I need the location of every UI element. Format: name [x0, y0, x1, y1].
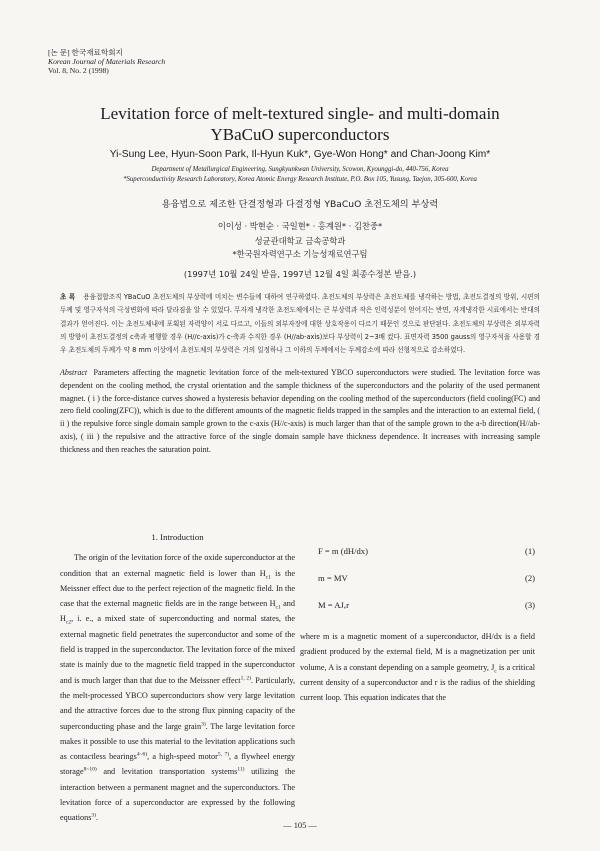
- intro-text: , a high-speed motor: [147, 752, 218, 762]
- page-number: — 105 —: [283, 821, 317, 830]
- affiliation-1: Department of Metallurgical Engineering, Sungkyunkwan University, Scowon, Kyounggi-do, 440-756, Korea: [151, 166, 449, 173]
- equation-number: (1): [524, 546, 535, 556]
- journal-korean-name: [논 문] 한국재료학회지: [48, 48, 123, 57]
- equation-block: [300, 538, 535, 619]
- subscript-c1: c1: [275, 604, 281, 611]
- citation: 1, 2): [240, 674, 251, 681]
- section-heading-introduction: 1. Introduction: [151, 532, 204, 542]
- intro-text: . Particularly, the melt-processed YBCO superconductors show very large levitation and the attractive forces due to the strong flux pinning capacity of the superconducting phase and the large grain: [60, 675, 295, 731]
- equation-number: (2): [524, 573, 535, 583]
- citation: 11): [237, 766, 245, 773]
- journal-header: [48, 48, 165, 75]
- subscript-c2: c2: [65, 620, 72, 627]
- korean-authors: 이이성 · 박현순 · 국일현* · 홍계원* · 김찬중*: [217, 221, 383, 231]
- intro-text: The origin of the levitation force of the oxide superconductor at the condition that an external magnetic field is lower than H: [60, 553, 295, 578]
- intro-text: . The large levitation force makes it possible to use this material to the levitation applications such as contactless bearings: [60, 721, 295, 762]
- equation-expression: m = MV: [318, 573, 348, 583]
- citation: 3): [91, 812, 96, 819]
- intro-text: and H: [60, 599, 295, 624]
- affiliation-2: *Superconductivity Research Laboratory, Korea Atomic Energy Research Institute, P.O. Box 105, Yusung, Taejon, 305-600, Korea: [123, 176, 477, 183]
- korean-affiliation-2: *한국원자력연구소 기능성재료연구팀: [232, 249, 368, 259]
- korean-title: 용융법으로 제조한 단결정형과 다결정형 YBaCuO 초전도체의 부상력: [161, 199, 439, 210]
- intro-text: is the Meissner effect due to the perfect rejection of the magnetic field. In the case that the external magnetic fields are in the range between H: [60, 568, 296, 609]
- citation: 5, 7): [217, 751, 230, 758]
- citation: 8~10): [83, 766, 97, 773]
- intro-text: utilizing the interaction between a permanent magnet and the superconductors. The levitation force of a superconductor are expressed by the following equations: [60, 767, 295, 823]
- korean-affiliation-1: 성균관대학교 금속공학과: [254, 236, 346, 246]
- korean-abstract-text: 용융접합조직 YBaCuO 초전도체의 부상력에 미치는 변수들에 대하여 연구하였다. 초전도체의 부상력은 초전도체를 냉각하는 방법, 초전도결정의 방위, 시편의 두께 및 영구자석의 극성변화에 따라 달라짐을 알 수 있었다. 무자계 냉각한 초전도체에서는 큰 부상력과 작은 인력성분이 얻어지는 반면, 자계냉각한 시료에서는 반대의 결과가 얻어진다. 이는 초전도체내에 포획된 자력양이 서로 다르고, 이들의 외부자장에 대한 상호작용이 다르기 때문인 것으로 판단된다. 초전도체의 부상력은 외부자력의 방향이 초전도결정의 c축과 평행할 경우 (H//c-axis)가 c-축과 수직한 경우 (H//ab-axis)보다 부상력이 2~3배 컸다. 표면자력 3500 gauss의 영구자석을 사용할 경우 초전도체의 두께가 약 8 mm 이상에서 초전도체의 부상력은 거의 일정하나 그 이하의 두께에서는 두께감소에 따라 선형적으로 감소하였다.: [60, 293, 540, 355]
- equation-expression: M = AJₑr: [318, 600, 349, 610]
- intro-paragraph-1: [60, 550, 295, 825]
- equation-number: (3): [524, 600, 535, 610]
- intro-text: where m is a magnetic moment of a superconductor, dH/dx is a field gradient produced by the external field, M is a magnetization per unit volume, A is a constant depending on a sample geometry, J: [300, 632, 535, 672]
- intro-text: and levitation transportation systems: [96, 767, 238, 777]
- korean-abstract: [60, 291, 540, 357]
- english-abstract: [60, 367, 540, 457]
- equation-row: [300, 565, 535, 592]
- intro-text: , a flywheel energy storage: [60, 752, 296, 777]
- author-list: Yi-Sung Lee, Hyun-Soon Park, Il-Hyun Kuk*, Gye-Won Hong* and Chan-Joong Kim*: [109, 149, 491, 160]
- equation-row: [300, 538, 535, 565]
- abstract-label: Abstract: [60, 368, 88, 377]
- intro-text: is a critical current density of a superconductor and r is the radius of the shielding current loop. This equation indicates that the: [300, 662, 535, 703]
- subscript-c1: c1: [265, 574, 271, 581]
- journal-volume: Vol. 8, No. 2 (1998): [48, 66, 109, 75]
- left-column: [60, 530, 295, 826]
- abstract-text: Parameters affecting the magnetic levitation force of the melt-textured YBCO superconductors were studied. The levitation force was dependent on the cooling method, the crystal orientation and the sample thickness of the superconductors and the polarity of the used permanent magnet. ( i ) the force-distance curves showed a hysteresis behavior depending on the cooling method of the superconductors (field cooling(FC) and zero field cooling(ZFC)), which is due to the different amounts of the magnetic fields trapped in the samples and the interaction to an external field, ( ii ) the repulsive force single domain sample grown to the c-axis (H//c-axis) is much larger than that of the sample grown to the a-b direction(H//ab-axis), ( iii ) the repulsive and the attractive force of the single domain sample have thickness dependence. It increases with increasing sample thickness and then reaches the saturation point.: [60, 368, 541, 454]
- subscript-c: c: [494, 668, 497, 675]
- korean-abstract-label: 초 록: [60, 293, 76, 301]
- citation: 4~6): [136, 751, 148, 758]
- equation-expression: F = m (dH/dx): [318, 546, 368, 556]
- paper-title: [0, 103, 600, 145]
- received-dates: (1997년 10월 24일 받음, 1997년 12월 4일 최종수정본 받음.): [183, 269, 417, 279]
- right-column: [300, 530, 535, 705]
- journal-english-name: Korean Journal of Materials Research: [48, 57, 166, 66]
- intro-paragraph-2: [300, 629, 535, 705]
- equation-row: [300, 592, 535, 619]
- intro-text: , i. e., a mixed state of superconducting and normal states, the external magnetic field penetrates the superconductor and some of the field is trapped in the superconductor. The levitation force of the mixed state is mainly due to the magnetic field trapped in the superconductor and is much larger than that due to the Meissner effect: [60, 614, 295, 685]
- intro-text: .: [95, 813, 99, 823]
- paper-title-line-2: YBaCuO superconductors: [210, 125, 390, 144]
- paper-title-line-1: Levitation force of melt-textured single- and multi-domain: [100, 104, 500, 123]
- citation: 3): [201, 720, 206, 727]
